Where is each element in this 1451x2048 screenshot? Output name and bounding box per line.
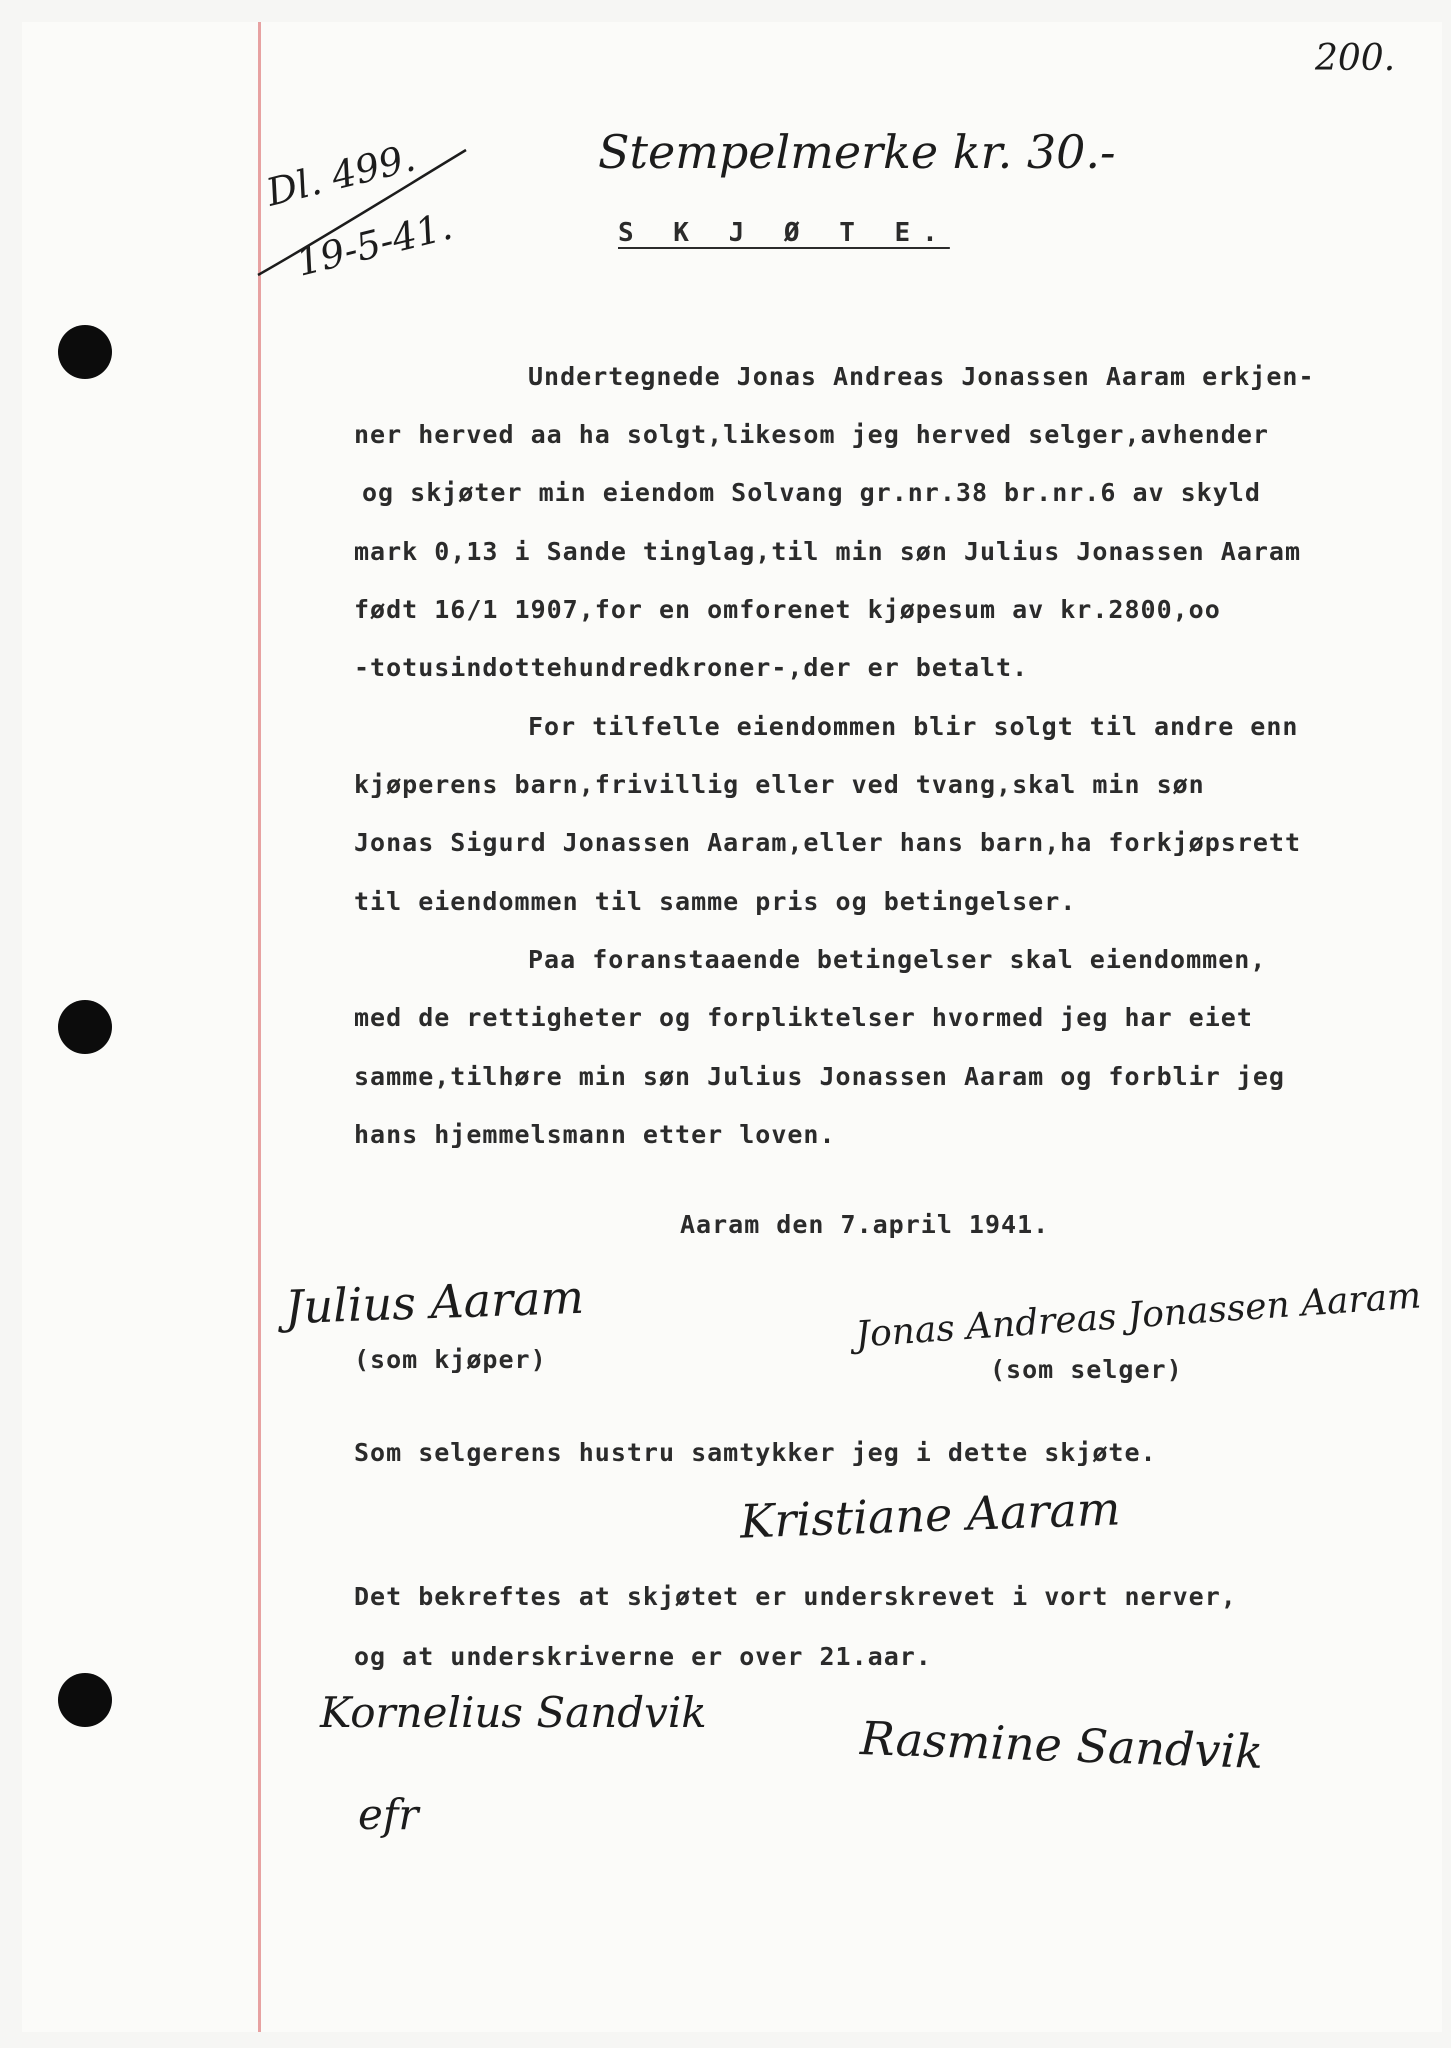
buyer-role: (som kjøper) [354,1345,547,1374]
buyer-signature: Julius Aaram [284,1269,585,1335]
seller-signature: Jonas Andreas Jonassen Aaram [854,1275,1423,1356]
reference-date: 19-5-41. [292,203,457,285]
body-line: For tilfelle eiendommen blir solgt til andre enn [528,712,1299,741]
witness-line: og at underskriverne er over 21.aar. [354,1642,932,1671]
seller-role: (som selger) [990,1355,1183,1384]
wife-signature: Kristiane Aaram [739,1481,1122,1549]
body-line: mark 0,13 i Sande tinglag,til min søn Julius Jonassen Aaram [354,537,1302,566]
punch-hole-bottom [58,1673,112,1727]
punch-hole-middle [58,1000,112,1054]
page-number: 200. [1315,38,1396,79]
date-line: Aaram den 7.april 1941. [680,1210,1050,1239]
body-line: kjøperens barn,frivillig eller ved tvang,skal min søn [354,770,1205,799]
witness-signature-1: Kornelius Sandvik [320,1688,707,1737]
document-title: S K J Ø T E. [618,218,950,248]
witness-signature-2: Rasmine Sandvik [859,1710,1264,1780]
body-line: samme,tilhøre min søn Julius Jonassen Aaram og forblir jeg [354,1062,1285,1091]
body-line: Jonas Sigurd Jonassen Aaram,eller hans barn,ha forkjøpsrett [354,828,1302,857]
body-line: ner herved aa ha solgt,likesom jeg herved selger,avhender [354,420,1269,449]
body-line: Paa foranstaaende betingelser skal eiendommen, [528,945,1267,974]
body-line: født 16/1 1907,for en omforenet kjøpesum av kr.2800,oo [354,595,1221,624]
punch-hole-top [58,325,112,379]
body-line: -totusindottehundredkroner-,der er betalt. [354,653,1029,682]
witness-signature-1-suffix: efr [358,1790,419,1839]
margin-line [258,22,261,2032]
stamp-duty-note: Stempelmerke kr. 30.- [598,125,1116,179]
body-line: hans hjemmelsmann etter loven. [354,1120,836,1149]
body-line: og skjøter min eiendom Solvang gr.nr.38 br.nr.6 av skyld [362,478,1261,507]
witness-line: Det bekreftes at skjøtet er underskrevet i vort nerver, [354,1582,1237,1611]
consent-line: Som selgerens hustru samtykker jeg i dette skjøte. [354,1438,1157,1467]
reference-number: Dl. 499. [262,135,420,215]
body-line: til eiendommen til samme pris og betingelser. [354,887,1077,916]
body-line: med de rettigheter og forpliktelser hvormed jeg har eiet [354,1003,1253,1032]
body-line: Undertegnede Jonas Andreas Jonassen Aaram erkjen- [528,362,1315,391]
